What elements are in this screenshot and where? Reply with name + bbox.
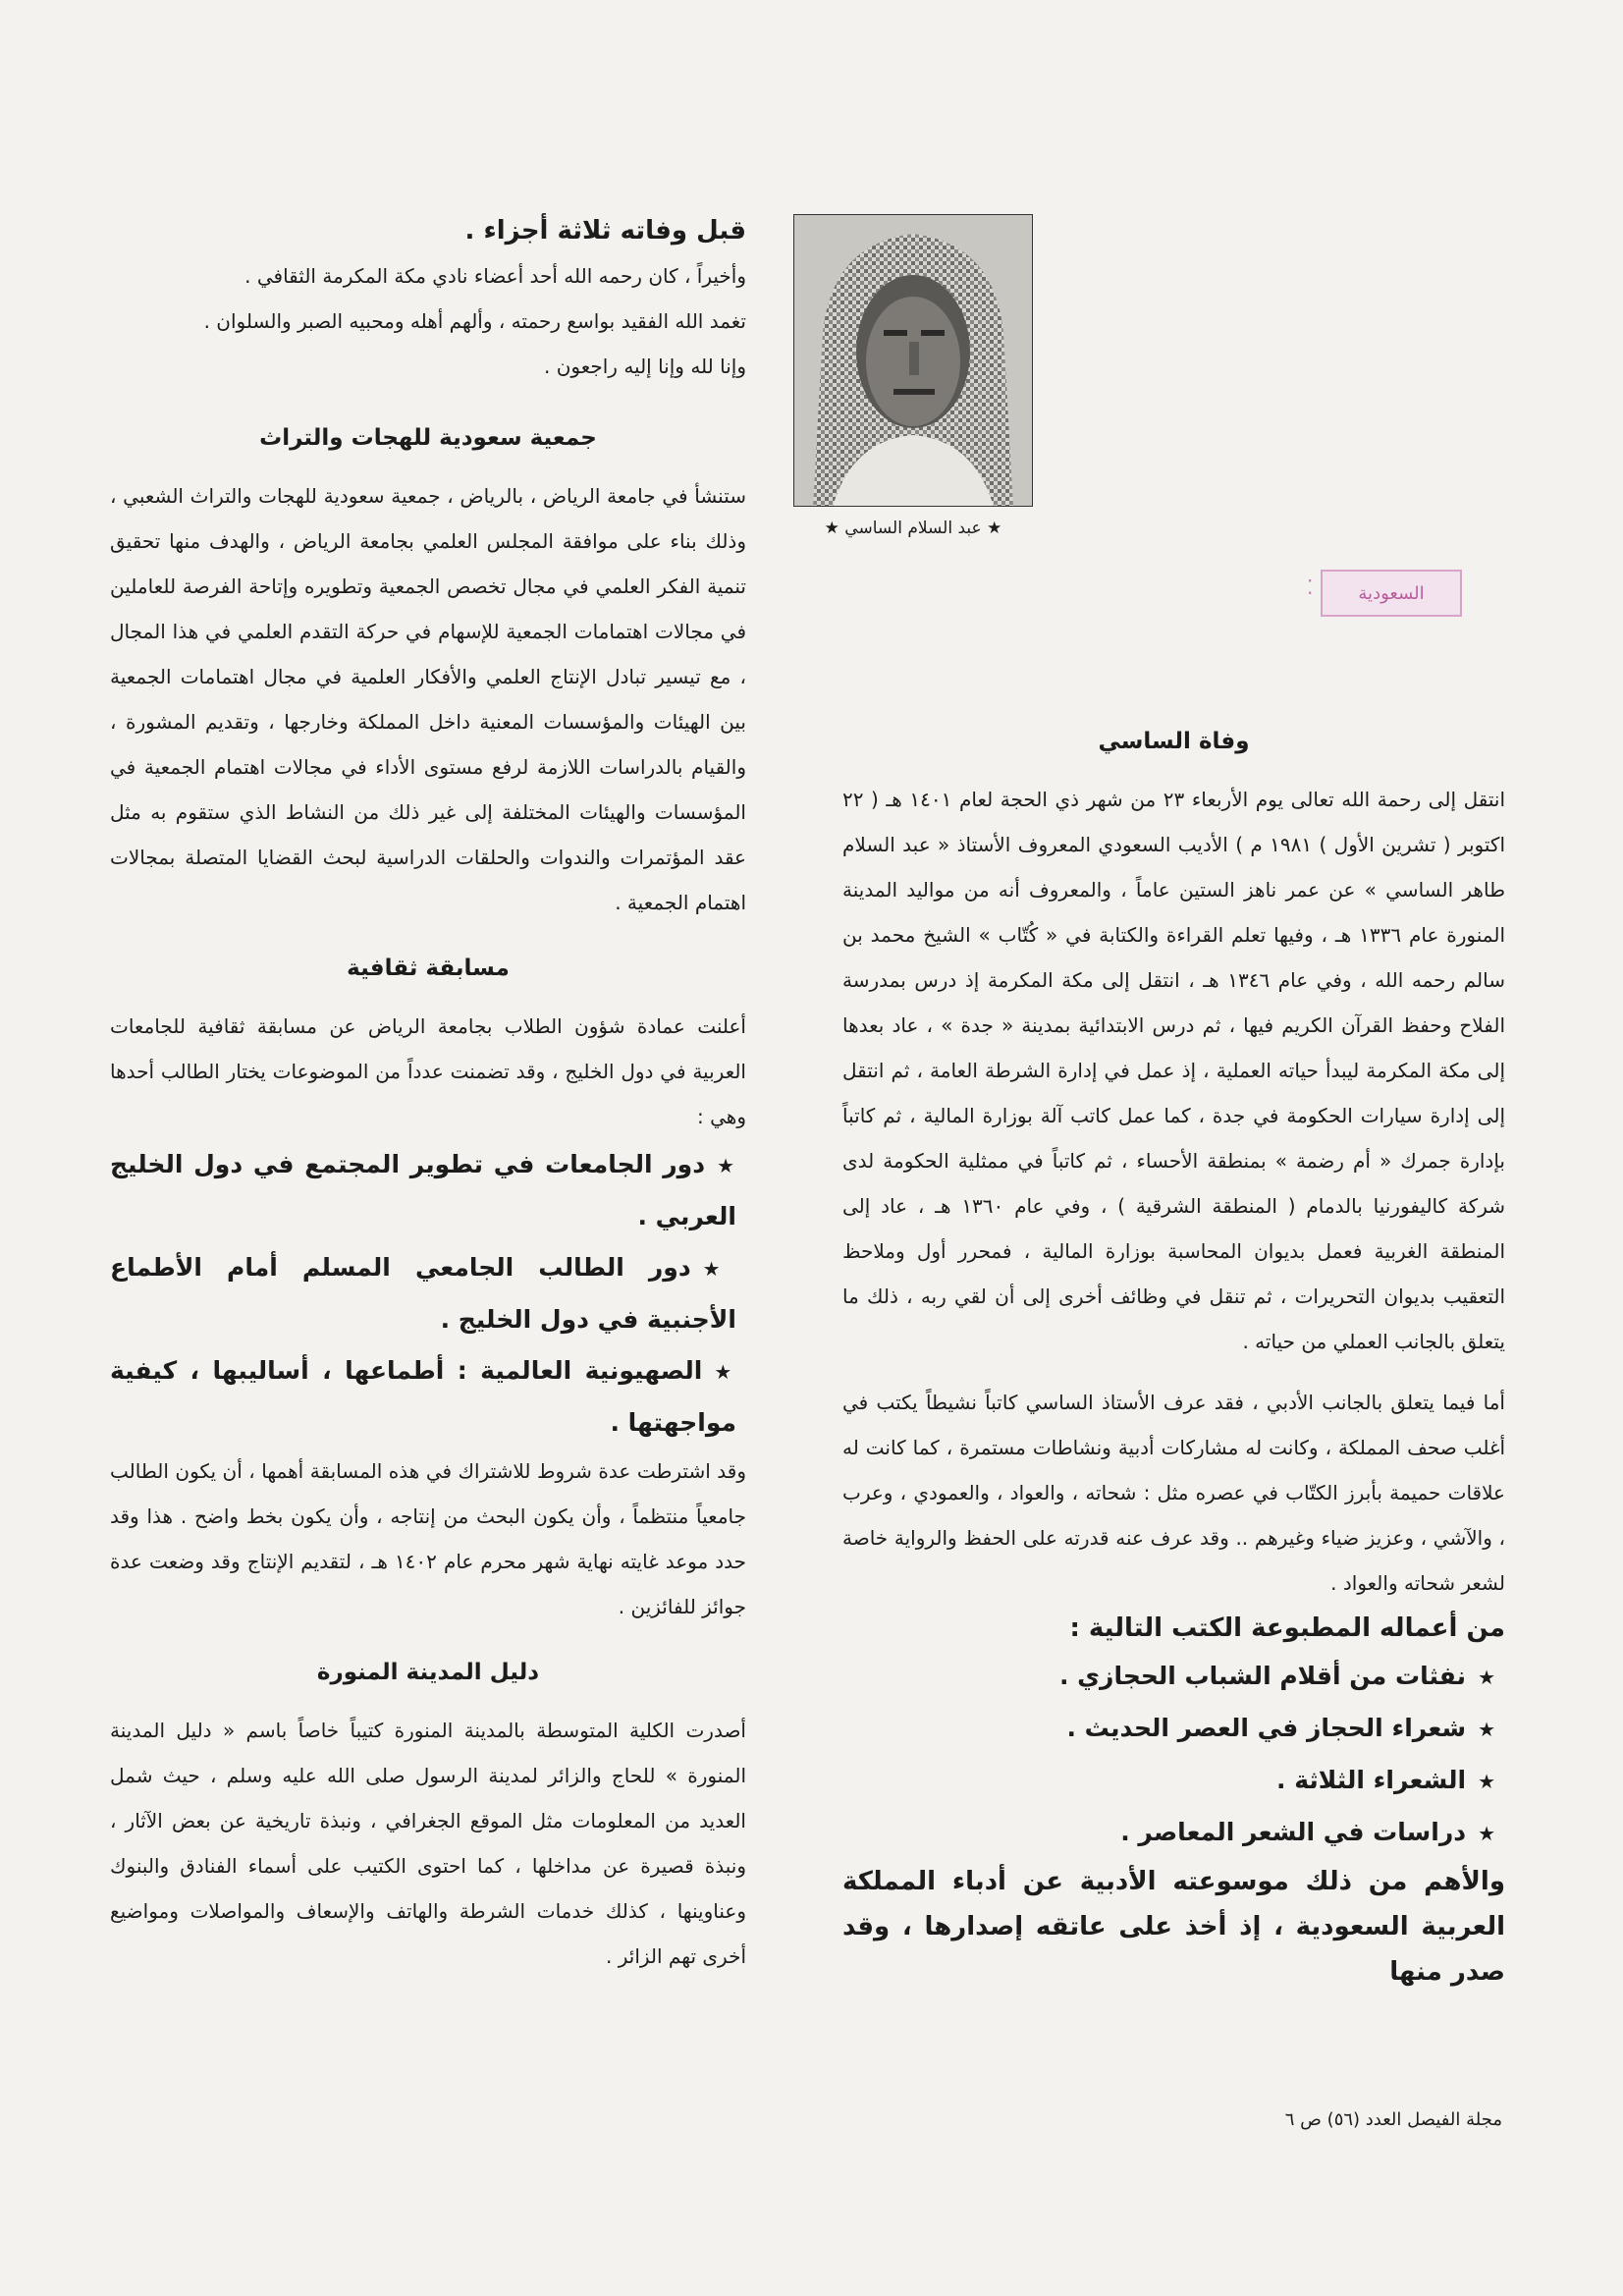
star-icon: ★ — [1478, 1822, 1495, 1845]
intro-line: قبل وفاته ثلاثة أجزاء . — [464, 216, 746, 246]
condolence-line-1: تغمد الله الفقيد بواسع رحمته ، وألهم أهله ومحبيه الصبر والسلوان . — [203, 309, 746, 333]
competition-topic: ★دور الجامعات في تطوير المجتمع في دول الخليج العربي . — [110, 1150, 736, 1230]
works-item: ★نفثات من أقلام الشباب الحجازي . — [1058, 1662, 1495, 1690]
left-column — [110, 208, 746, 1979]
competition-heading: مسابقة ثقافية — [347, 956, 510, 981]
portrait-image — [793, 214, 1033, 507]
page-footer: مجلة الفيصل العدد (٥٦) ص ٦ — [1284, 2109, 1502, 2130]
country-stamp — [1307, 570, 1462, 617]
guide-heading: دليل المدينة المنورة — [316, 1660, 540, 1685]
obituary-heading: وفاة الساسي — [1098, 729, 1250, 754]
competition-topic: ★دور الطالب الجامعي المسلم أمام الأطماع الأجنبية في دول الخليج . — [110, 1253, 736, 1334]
star-icon: ★ — [717, 1154, 736, 1177]
star-icon: ★ — [714, 1360, 736, 1384]
star-icon: ★ — [702, 1257, 736, 1281]
condolence-line-2: وإنا لله وإنا إليه راجعون . — [544, 355, 746, 378]
obituary-paragraph-1: انتقل إلى رحمة الله تعالى يوم الأربعاء ٢٣ من شهر ذي الحجة لعام ١٤٠١ هـ ( ٢٢ اكتوبر ( تشرين الأول ) ١٩٨١ م ) الأديب السعودي المعروف الأستاذ « عبد السلام طاهر الساسي » عن عمر ناهز الستين عاماً ، والمعروف أنه من مواليد المدينة المنورة عام ١٣٣٦ هـ ، وفيها تعلم القراءة والكتابة في « كُتّاب » الشيخ محمد بن سالم رحمه الله ، وفي عام ١٣٤٦ هـ ، انتقل إلى مكة المكرمة إذ درس بمدرسة الفلاح وحفظ القرآن الكريم فيها ، ثم درس الابتدائية بمدينة « جدة » ، عاد بعدها إلى مكة المكرمة ليبدأ حياته العملية ، إذ عمل في إدارة الشرطة العامة ، ثم انتقل إلى إدارة سيارات الحكومة في جدة ، كما عمل كاتب آلة بوزارة المالية ، ثم كاتباً بإدارة جمرك « أم رضمة » بمنطقة الأحساء ، ثم كاتباً في ممثلية الحكومة لدى شركة كاليفورنيا بالدمام ( المنطقة الشرقية ) ، وفي عام ١٣٦٠ هـ ، عاد إلى المنطقة الغربية فعمل بديوان المحاسبة بوزارة المالية ، فمحرر أول وملاحظ التعقيب بديوان التحريرات ، ثم تنقل في وظائف أخرى إلى أن لقي ربه ، ذلك ما يتعلق بالجانب العملي من حياته . — [842, 788, 1505, 1353]
society-paragraph: ستنشأ في جامعة الرياض ، بالرياض ، جمعية سعودية للهجات والتراث الشعبي ، وذلك بناء على موافقة المجلس العلمي بجامعة الرياض ، والهدف منها تحقيق تنمية الفكر العلمي في مجال تخصص الجمعية وتطويره وإتاحة الفرصة للعاملين في مجالات اهتمامات الجمعية للإسهام في حركة التقدم العلمي في هذا المجال ، مع تيسير تبادل الإنتاج العلمي والأفكار العلمية في مجال اهتمامات الجمعية بين الهيئات والمؤسسات المعنية داخل المملكة وخارجها ، وتقديم المشورة ، والقيام بالدراسات اللازمة لرفع مستوى الأداء في مجالات اهتمام الجمعية في المؤسسات والهيئات المختلفة إلى غير ذلك من النشاط الذي ستقوم به مثل عقد المؤتمرات والندوات والحلقات الدراسية لبحث القضايا المتصلة بمجالات اهتمام الجمعية . — [110, 484, 746, 914]
competition-paragraph: أعلنت عمادة شؤون الطلاب بجامعة الرياض عن مسابقة ثقافية للجامعات العربية في دول الخليج ، وقد تضمنت عدداً من الموضوعات يختار الطالب أحدها وهي : — [110, 1014, 746, 1128]
member-paragraph: وأخيراً ، كان رحمه الله أحد أعضاء نادي مكة المكرمة الثقافي . — [244, 264, 746, 288]
photo-caption: ★ عبد السلام الساسي ★ — [824, 519, 1002, 538]
works-item: ★الشعراء الثلاثة . — [1276, 1766, 1495, 1794]
works-item: ★دراسات في الشعر المعاصر . — [1120, 1818, 1495, 1846]
star-icon: ★ — [1478, 1666, 1495, 1689]
closing-paragraph: والأهم من ذلك موسوعته الأدبية عن أدباء المملكة العربية السعودية ، إذ أخذ على عاتقه إصدارها ، وقد صدر منها — [842, 1867, 1505, 1987]
obituary-paragraph-2: أما فيما يتعلق بالجانب الأدبي ، فقد عرف الأستاذ الساسي كاتباً نشيطاً يكتب في أغلب صحف المملكة ، وكانت له مشاركات أدبية ونشاطات مستمرة ، كما كانت له علاقات حميمة بأبرز الكتّاب في عصره مثل : شحاته ، والعواد ، والعمودي ، وعرب ، والآشي ، وعزيز ضياء وغيرهم .. وقد عرف عنه قدرته على الحفظ والرواية خاصة لشعر شحاته والعواد . — [842, 1391, 1505, 1595]
competition-conditions: وقد اشترطت عدة شروط للاشتراك في هذه المسابقة أهمها ، أن يكون الطالب جامعياً منتظماً ، وأن يكون البحث من إنتاجه ، وأن يكون بخط واضح . هذا وقد حدد موعد غايته نهاية شهر محرم عام ١٤٠٢ هـ ، لتقديم الإنتاج وقد وضعت عدة جوائز للفائزين . — [110, 1459, 746, 1618]
stamp-label: السعودية — [1358, 582, 1425, 604]
star-icon: ★ — [1478, 1770, 1495, 1793]
society-heading: جمعية سعودية للهجات والتراث — [259, 425, 597, 451]
works-item: ★شعراء الحجاز في العصر الحديث . — [1066, 1714, 1495, 1742]
portrait-photo — [793, 214, 1033, 507]
star-icon: ★ — [1478, 1718, 1495, 1741]
competition-topic: ★الصهيونية العالمية : أطماعها ، أساليبها ، كيفية مواجهتها . — [110, 1356, 736, 1437]
works-intro: من أعماله المطبوعة الكتب التالية : — [1069, 1613, 1505, 1643]
colon-dots-icon: ⁚ — [1307, 575, 1314, 599]
guide-paragraph: أصدرت الكلية المتوسطة بالمدينة المنورة كتيباً خاصاً باسم « دليل المدينة المنورة » للحاج والزائر لمدينة الرسول صلى الله عليه وسلم ، حيث شمل العديد من المعلومات مثل الموقع الجغرافي ، ونبذة تاريخية عن بعض الآثار ، ونبذة قصيرة عن مداخلها ، كما احتوى الكتيب على أسماء الفنادق والبنوك وعناوينها ، كذلك خدمات الشرطة والهاتف والإسعاف والمواصلات ومواضيع أخرى تهم الزائر . — [110, 1719, 746, 1968]
right-column — [842, 722, 1505, 1995]
